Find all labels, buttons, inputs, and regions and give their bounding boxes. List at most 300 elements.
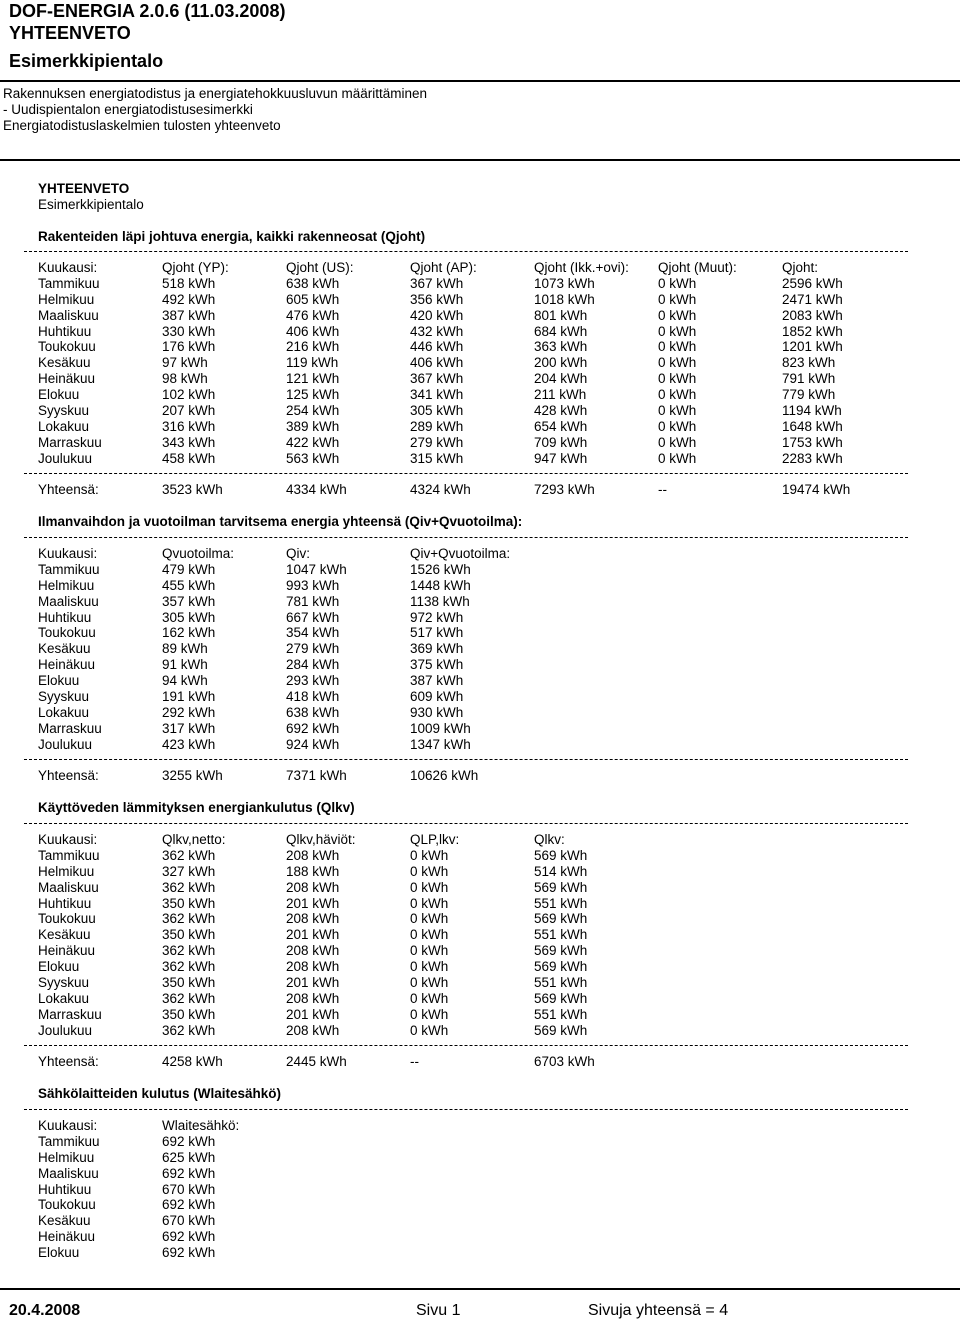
value-cell: 0 kWh	[410, 975, 449, 991]
month-cell: Yhteensä:	[38, 482, 99, 497]
dashed-divider	[24, 251, 908, 252]
value-cell: 0 kWh	[658, 275, 697, 291]
month-cell: Marraskuu	[38, 1006, 102, 1022]
table-row	[38, 1150, 292, 1166]
value-cell: Qjoht (Ikk.+ovi):	[534, 260, 629, 275]
month-cell: Joulukuu	[38, 1022, 93, 1038]
value-cell: 638 kWh	[286, 275, 340, 291]
value-cell: Qjoht (AP):	[410, 260, 477, 275]
month-cell: Heinäkuu	[38, 943, 96, 959]
table-header-row	[38, 1118, 292, 1134]
month-cell: Kuukausi:	[38, 546, 98, 561]
value-cell: 1347 kWh	[410, 736, 471, 752]
value-cell: 162 kWh	[162, 625, 216, 641]
table-row	[38, 292, 912, 308]
value-cell: 801 kWh	[534, 307, 588, 323]
total-row	[38, 1054, 664, 1070]
value-cell: 569 kWh	[534, 943, 588, 959]
value-cell: 0 kWh	[658, 323, 697, 339]
value-cell: 208 kWh	[286, 990, 340, 1006]
month-cell: Elokuu	[38, 673, 80, 689]
value-cell: 2283 kWh	[782, 450, 843, 466]
value-cell: 684 kWh	[534, 323, 588, 339]
value-cell: 356 kWh	[410, 291, 464, 307]
value-cell: Qjoht (US):	[286, 260, 354, 275]
month-cell: Lokakuu	[38, 704, 90, 720]
value-cell: 670 kWh	[162, 1181, 216, 1197]
value-cell: 0 kWh	[658, 387, 697, 403]
table-header-row	[38, 260, 912, 276]
table-row	[38, 1213, 292, 1229]
value-cell: 605 kWh	[286, 291, 340, 307]
value-cell: 1073 kWh	[534, 275, 595, 291]
value-cell: 0 kWh	[658, 403, 697, 419]
table-row	[38, 387, 912, 403]
subtitle-line-1: Rakennuksen energiatodistus ja energiatehokkuusluvun määrittäminen	[3, 86, 428, 101]
value-cell: 330 kWh	[162, 323, 216, 339]
table-row	[38, 943, 664, 959]
value-cell: 0 kWh	[658, 291, 697, 307]
value-cell: 1194 kWh	[782, 403, 842, 419]
value-cell: 200 kWh	[534, 355, 588, 371]
value-cell: 343 kWh	[162, 434, 216, 450]
value-cell: 569 kWh	[534, 990, 588, 1006]
table-qiv	[38, 546, 540, 753]
value-cell: 350 kWh	[162, 927, 216, 943]
dashed-divider	[24, 1109, 908, 1110]
month-cell: Heinäkuu	[38, 371, 96, 387]
value-cell: 7371 kWh	[286, 768, 347, 783]
value-cell: 0 kWh	[410, 943, 449, 959]
value-cell: 315 kWh	[410, 450, 464, 466]
value-cell: 0 kWh	[658, 418, 697, 434]
footer-date: 20.4.2008	[9, 1302, 81, 1319]
table-row	[38, 1197, 292, 1213]
table-row	[38, 1182, 292, 1198]
month-cell: Heinäkuu	[38, 1229, 96, 1245]
value-cell: 375 kWh	[410, 657, 464, 673]
table-row	[38, 721, 540, 737]
month-cell: Kesäkuu	[38, 927, 91, 943]
value-cell: 98 kWh	[162, 371, 208, 387]
total-row-qjoht	[38, 482, 912, 498]
footer-rule	[0, 1288, 960, 1290]
value-cell: 569 kWh	[534, 1022, 588, 1038]
month-cell: Toukokuu	[38, 339, 96, 355]
value-cell: 947 kWh	[534, 450, 588, 466]
value-cell: 0 kWh	[410, 879, 449, 895]
value-cell: 0 kWh	[658, 339, 697, 355]
value-cell: 692 kWh	[162, 1165, 216, 1181]
value-cell: Qiv:	[286, 546, 311, 561]
value-cell: 1753 kWh	[782, 434, 843, 450]
total-row-qlkv	[38, 1054, 664, 1070]
value-cell: 1138 kWh	[410, 593, 470, 609]
table-row	[38, 737, 540, 753]
table-row	[38, 1229, 292, 1245]
value-cell: Qjoht:	[782, 260, 819, 275]
table-row	[38, 1166, 292, 1182]
table-row	[38, 594, 540, 610]
value-cell: 0 kWh	[410, 927, 449, 943]
value-cell: 121 kWh	[286, 371, 340, 387]
value-cell: 362 kWh	[162, 959, 216, 975]
value-cell: Qjoht (YP):	[162, 260, 229, 275]
value-cell: 363 kWh	[534, 339, 588, 355]
subtitle-line-2: - Uudispientalon energiatodistusesimerkki	[3, 102, 253, 117]
value-cell: 422 kWh	[286, 434, 340, 450]
value-cell: 0 kWh	[658, 434, 697, 450]
value-cell: 279 kWh	[410, 434, 464, 450]
value-cell: 972 kWh	[410, 609, 464, 625]
value-cell: 0 kWh	[658, 307, 697, 323]
month-cell: Syyskuu	[38, 975, 90, 991]
month-cell: Heinäkuu	[38, 657, 96, 673]
month-cell: Maaliskuu	[38, 307, 99, 323]
value-cell: 94 kWh	[162, 673, 208, 689]
month-cell: Helmikuu	[38, 1149, 95, 1165]
value-cell: 208 kWh	[286, 943, 340, 959]
value-cell: 551 kWh	[534, 1006, 588, 1022]
total-row	[38, 768, 540, 784]
table-row	[38, 625, 540, 641]
value-cell: Qlkv,netto:	[162, 832, 226, 847]
value-cell: 0 kWh	[410, 863, 449, 879]
month-cell: Kesäkuu	[38, 355, 91, 371]
value-cell: 201 kWh	[286, 975, 340, 991]
value-cell: 6703 kWh	[534, 1054, 595, 1069]
value-cell: 823 kWh	[782, 355, 836, 371]
value-cell: Qlkv,häviöt:	[286, 832, 356, 847]
table-header-row	[38, 546, 540, 562]
document-type: YHTEENVETO	[9, 23, 131, 43]
table-row	[38, 403, 912, 419]
value-cell: 367 kWh	[410, 371, 464, 387]
value-cell: 569 kWh	[534, 847, 588, 863]
value-cell: 369 kWh	[410, 641, 464, 657]
value-cell: 609 kWh	[410, 689, 464, 705]
value-cell: 492 kWh	[162, 291, 216, 307]
table-row	[38, 451, 912, 467]
value-cell: 10626 kWh	[410, 768, 479, 783]
header-rule	[0, 80, 960, 82]
table-row	[38, 1245, 292, 1261]
value-cell: 420 kWh	[410, 307, 464, 323]
month-cell: Elokuu	[38, 959, 80, 975]
value-cell: 569 kWh	[534, 959, 588, 975]
subtitle-line-3: Energiatodistuslaskelmien tulosten yhteenveto	[3, 118, 281, 133]
value-cell: 387 kWh	[162, 307, 216, 323]
value-cell: 1648 kWh	[782, 418, 843, 434]
value-cell: 362 kWh	[162, 911, 216, 927]
dashed-divider	[24, 823, 908, 824]
table-row	[38, 880, 664, 896]
month-cell: Kuukausi:	[38, 1118, 98, 1133]
value-cell: 791 kWh	[782, 371, 836, 387]
value-cell: --	[410, 1054, 419, 1069]
project-name: Esimerkkipientalo	[9, 51, 164, 71]
section-title-wlaitesahko: Sähkölaitteiden kulutus (Wlaitesähkö)	[38, 1086, 282, 1101]
footer-page-number: Sivu 1	[416, 1302, 461, 1319]
value-cell: 208 kWh	[286, 1022, 340, 1038]
value-cell: 0 kWh	[658, 355, 697, 371]
month-cell: Tammikuu	[38, 847, 100, 863]
value-cell: 208 kWh	[286, 959, 340, 975]
value-cell: --	[658, 482, 667, 497]
total-row-qiv	[38, 768, 540, 784]
value-cell: 428 kWh	[534, 403, 588, 419]
value-cell: 423 kWh	[162, 736, 216, 752]
value-cell: 2596 kWh	[782, 275, 843, 291]
value-cell: 188 kWh	[286, 863, 340, 879]
value-cell: 455 kWh	[162, 577, 216, 593]
value-cell: 327 kWh	[162, 863, 216, 879]
value-cell: 418 kWh	[286, 689, 340, 705]
value-cell: 208 kWh	[286, 847, 340, 863]
value-cell: 1852 kWh	[782, 323, 843, 339]
month-cell: Toukokuu	[38, 625, 96, 641]
value-cell: 350 kWh	[162, 1006, 216, 1022]
value-cell: 316 kWh	[162, 418, 216, 434]
table-row	[38, 705, 540, 721]
value-cell: Wlaitesähkö:	[162, 1118, 240, 1133]
value-cell: Qjoht (Muut):	[658, 260, 737, 275]
value-cell: 569 kWh	[534, 879, 588, 895]
month-cell: Huhtikuu	[38, 895, 92, 911]
section-title-qlkv: Käyttöveden lämmityksen energiankulutus (Qlkv)	[38, 800, 355, 815]
value-cell: 1018 kWh	[534, 291, 595, 307]
month-cell: Syyskuu	[38, 403, 90, 419]
month-cell: Kesäkuu	[38, 1213, 91, 1229]
table-row	[38, 1134, 292, 1150]
value-cell: 551 kWh	[534, 927, 588, 943]
value-cell: 551 kWh	[534, 975, 588, 991]
table-row	[38, 864, 664, 880]
month-cell: Helmikuu	[38, 863, 95, 879]
table-header-row	[38, 832, 664, 848]
table-row	[38, 927, 664, 943]
section-title-qjoht: Rakenteiden läpi johtuva energia, kaikki rakenneosat (Qjoht)	[38, 229, 426, 244]
section-title-qiv: Ilmanvaihdon ja vuotoilman tarvitsema energia yhteensä (Qiv+Qvuotoilma):	[38, 514, 523, 529]
value-cell: 1047 kWh	[286, 561, 347, 577]
value-cell: 0 kWh	[410, 959, 449, 975]
table-row	[38, 324, 912, 340]
value-cell: 476 kWh	[286, 307, 340, 323]
value-cell: 1526 kWh	[410, 561, 471, 577]
value-cell: 284 kWh	[286, 657, 340, 673]
table-row	[38, 911, 664, 927]
value-cell: 305 kWh	[162, 609, 216, 625]
value-cell: 0 kWh	[410, 847, 449, 863]
month-cell: Kesäkuu	[38, 641, 91, 657]
dashed-divider	[24, 473, 908, 474]
value-cell: 0 kWh	[410, 990, 449, 1006]
value-cell: QLP,lkv:	[410, 832, 460, 847]
value-cell: 692 kWh	[162, 1245, 216, 1261]
value-cell: Qiv+Qvuotoilma:	[410, 546, 511, 561]
value-cell: 289 kWh	[410, 418, 464, 434]
value-cell: 709 kWh	[534, 434, 588, 450]
value-cell: 305 kWh	[410, 403, 464, 419]
value-cell: 0 kWh	[410, 895, 449, 911]
value-cell: 4334 kWh	[286, 482, 347, 497]
value-cell: 350 kWh	[162, 895, 216, 911]
value-cell: 930 kWh	[410, 704, 464, 720]
total-row	[38, 482, 912, 498]
month-cell: Helmikuu	[38, 577, 95, 593]
header-rule-bottom	[0, 159, 960, 161]
month-cell: Tammikuu	[38, 561, 100, 577]
value-cell: 4258 kWh	[162, 1054, 223, 1069]
value-cell: 654 kWh	[534, 418, 588, 434]
value-cell: 2083 kWh	[782, 307, 843, 323]
value-cell: 176 kWh	[162, 339, 216, 355]
table-row	[38, 562, 540, 578]
value-cell: 125 kWh	[286, 387, 340, 403]
table-row	[38, 578, 540, 594]
month-cell: Huhtikuu	[38, 323, 92, 339]
value-cell: 350 kWh	[162, 975, 216, 991]
dashed-divider	[24, 537, 908, 538]
table-row	[38, 339, 912, 355]
value-cell: 89 kWh	[162, 641, 208, 657]
month-cell: Maaliskuu	[38, 1165, 99, 1181]
table-row	[38, 1023, 664, 1039]
month-cell: Elokuu	[38, 387, 80, 403]
value-cell: 0 kWh	[410, 1006, 449, 1022]
month-cell: Tammikuu	[38, 275, 100, 291]
value-cell: 367 kWh	[410, 275, 464, 291]
month-cell: Elokuu	[38, 1245, 80, 1261]
month-cell: Lokakuu	[38, 418, 90, 434]
value-cell: 19474 kWh	[782, 482, 851, 497]
value-cell: 518 kWh	[162, 275, 216, 291]
value-cell: 638 kWh	[286, 704, 340, 720]
month-cell: Syyskuu	[38, 689, 90, 705]
summary-title: YHTEENVETO	[38, 181, 130, 196]
table-row	[38, 848, 664, 864]
value-cell: 389 kWh	[286, 418, 340, 434]
month-cell: Huhtikuu	[38, 609, 92, 625]
value-cell: 97 kWh	[162, 355, 208, 371]
value-cell: Qlkv:	[534, 832, 565, 847]
table-row	[38, 657, 540, 673]
value-cell: 362 kWh	[162, 879, 216, 895]
value-cell: 692 kWh	[286, 720, 340, 736]
month-cell: Joulukuu	[38, 450, 93, 466]
value-cell: 191 kWh	[162, 689, 216, 705]
value-cell: 0 kWh	[658, 371, 697, 387]
value-cell: 362 kWh	[162, 990, 216, 1006]
month-cell: Joulukuu	[38, 736, 93, 752]
table-row	[38, 991, 664, 1007]
value-cell: 362 kWh	[162, 1022, 216, 1038]
value-cell: 102 kWh	[162, 387, 216, 403]
value-cell: 569 kWh	[534, 911, 588, 927]
table-row	[38, 355, 912, 371]
value-cell: 2445 kWh	[286, 1054, 347, 1069]
value-cell: 432 kWh	[410, 323, 464, 339]
value-cell: 993 kWh	[286, 577, 340, 593]
value-cell: 317 kWh	[162, 720, 216, 736]
value-cell: 341 kWh	[410, 387, 464, 403]
table-row	[38, 276, 912, 292]
value-cell: 446 kWh	[410, 339, 464, 355]
value-cell: 357 kWh	[162, 593, 216, 609]
value-cell: 692 kWh	[162, 1133, 216, 1149]
table-row	[38, 975, 664, 991]
month-cell: Tammikuu	[38, 1133, 100, 1149]
value-cell: 201 kWh	[286, 1006, 340, 1022]
value-cell: 211 kWh	[534, 387, 587, 403]
month-cell: Toukokuu	[38, 1197, 96, 1213]
value-cell: 3523 kWh	[162, 482, 223, 497]
value-cell: 292 kWh	[162, 704, 216, 720]
table-row	[38, 308, 912, 324]
table-row	[38, 371, 912, 387]
value-cell: 670 kWh	[162, 1213, 216, 1229]
table-qlkv	[38, 832, 664, 1039]
value-cell: 4324 kWh	[410, 482, 471, 497]
table-row	[38, 435, 912, 451]
value-cell: 362 kWh	[162, 847, 216, 863]
value-cell: 293 kWh	[286, 673, 340, 689]
dashed-divider	[24, 759, 908, 760]
table-row	[38, 641, 540, 657]
value-cell: Qvuotoilma:	[162, 546, 235, 561]
value-cell: 254 kWh	[286, 403, 340, 419]
value-cell: 387 kWh	[410, 673, 464, 689]
month-cell: Marraskuu	[38, 720, 102, 736]
value-cell: 479 kWh	[162, 561, 216, 577]
table-row	[38, 896, 664, 912]
table-row	[38, 689, 540, 705]
table-qjoht	[38, 260, 912, 467]
value-cell: 208 kWh	[286, 879, 340, 895]
value-cell: 514 kWh	[534, 863, 588, 879]
value-cell: 0 kWh	[658, 450, 697, 466]
table-row	[38, 419, 912, 435]
table-row	[38, 1007, 664, 1023]
value-cell: 279 kWh	[286, 641, 340, 657]
footer-page-count: Sivuja yhteensä = 4	[588, 1302, 729, 1319]
value-cell: 0 kWh	[410, 1022, 449, 1038]
value-cell: 207 kWh	[162, 403, 216, 419]
value-cell: 1201 kWh	[782, 339, 843, 355]
value-cell: 406 kWh	[410, 355, 464, 371]
value-cell: 692 kWh	[162, 1229, 216, 1245]
value-cell: 0 kWh	[410, 911, 449, 927]
value-cell: 204 kWh	[534, 371, 588, 387]
value-cell: 625 kWh	[162, 1149, 216, 1165]
table-wlaitesahko	[38, 1118, 292, 1261]
value-cell: 354 kWh	[286, 625, 340, 641]
summary-project: Esimerkkipientalo	[38, 197, 144, 212]
value-cell: 3255 kWh	[162, 768, 223, 783]
month-cell: Yhteensä:	[38, 1054, 99, 1069]
value-cell: 119 kWh	[286, 355, 339, 371]
value-cell: 692 kWh	[162, 1197, 216, 1213]
program-title: DOF-ENERGIA 2.0.6 (11.03.2008)	[9, 1, 286, 21]
value-cell: 201 kWh	[286, 895, 340, 911]
value-cell: 779 kWh	[782, 387, 836, 403]
month-cell: Kuukausi:	[38, 260, 98, 275]
value-cell: 208 kWh	[286, 911, 340, 927]
table-row	[38, 673, 540, 689]
value-cell: 924 kWh	[286, 736, 340, 752]
value-cell: 551 kWh	[534, 895, 588, 911]
value-cell: 2471 kWh	[782, 291, 843, 307]
